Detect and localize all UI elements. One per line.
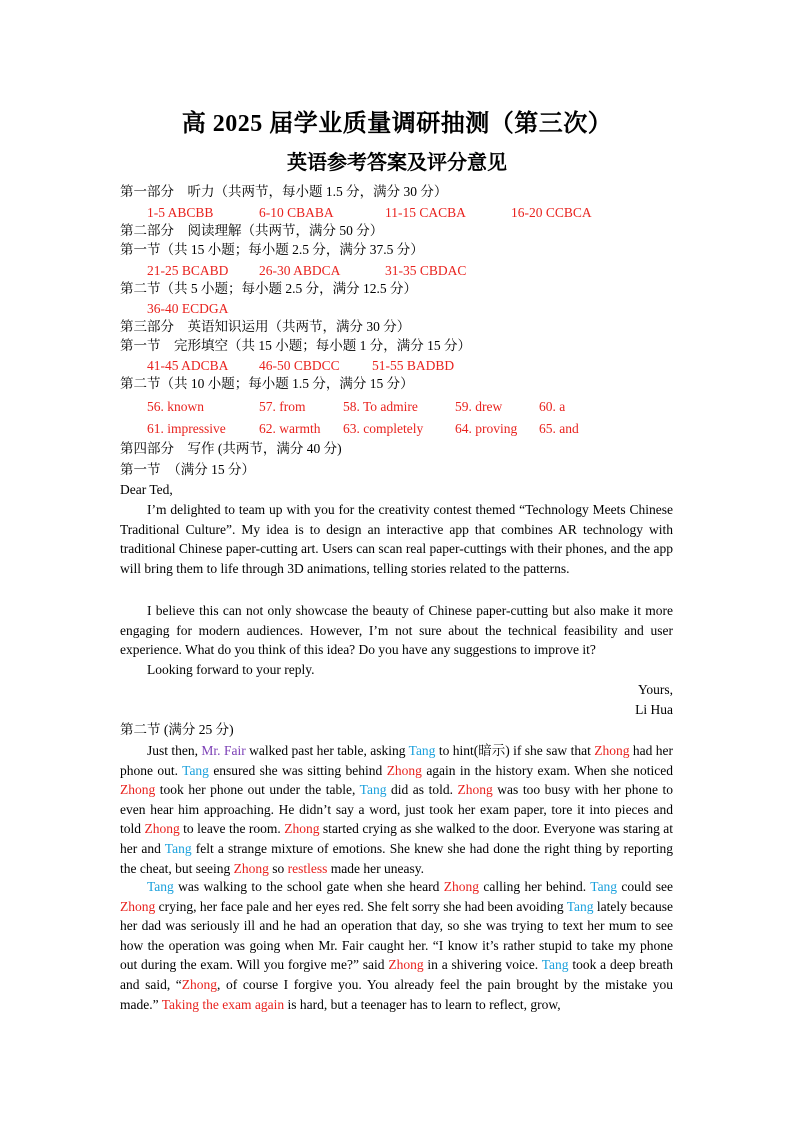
blank-answer: 60. a: [539, 399, 566, 414]
story-text: Just then,: [147, 743, 202, 758]
highlight-red: Zhong: [233, 860, 269, 876]
answer-group: 41-45 ADCBA: [147, 358, 229, 373]
highlight-blue: Tang: [164, 840, 192, 856]
highlight-red: Zhong: [594, 743, 630, 758]
letter-closing: Yours,: [637, 682, 673, 697]
story-text: took her phone out under the table,: [155, 782, 360, 798]
page-subtitle: 英语参考答案及评分意见: [287, 152, 507, 174]
highlight-blue: Tang: [590, 879, 618, 894]
part4-sec1-heading: 第一节 （满分 15 分）: [120, 462, 255, 477]
highlight-blue: Tang: [408, 743, 436, 758]
answer-group: 31-35 CBDAC: [385, 263, 467, 278]
story-text: ensured she was sitting behind: [208, 762, 387, 778]
story-text: was walking to the school gate when she heard: [173, 879, 444, 894]
highlight-red: Zhong: [386, 762, 422, 778]
highlight-red: Zhong: [388, 957, 424, 973]
part1-heading: 第一部分 听力（共两节，每小题 1.5 分，满分 30 分）: [120, 184, 448, 199]
story-text: to leave the room.: [179, 821, 285, 837]
blank-answer: 65. and: [539, 421, 579, 436]
story-text: calling her behind.: [479, 879, 591, 894]
story-text: felt a strange mixture of emotions. She knew she had done the right thing by reporting the cheat, but seeing: [120, 840, 673, 876]
answer-group: 51-55 BADBD: [372, 358, 455, 373]
story-text: crying, her face pale and her eyes red. She felt sorry she had been avoiding: [155, 898, 567, 914]
letter-paragraph: I believe this can not only showcase the beauty of Chinese paper-cutting but also make it more engaging for modern audiences. However, I’m not sure about the technical feasibility and user experience. What do you think of this idea? Do you have any suggestions to improve it?: [120, 603, 673, 658]
part4-heading: 第四部分 写作 (共两节，满分 40 分): [120, 441, 342, 456]
story-text: in a shivering voice.: [423, 957, 542, 973]
story-text: , of course I forgive you. You already feel the pain brought by the mistake you made.”: [120, 976, 673, 1012]
blank-answer: 57. from: [259, 399, 306, 414]
answer-group: 1-5 ABCBB: [147, 205, 214, 220]
highlight-red: Zhong: [144, 821, 180, 837]
answer-group: 46-50 CBDCC: [259, 358, 340, 373]
answer-group: 11-15 CACBA: [385, 205, 466, 220]
highlight-red: Zhong: [443, 879, 479, 894]
highlight-red: Zhong: [181, 976, 218, 992]
highlight-red: restless: [287, 860, 328, 876]
answer-group: 36-40 ECDGA: [147, 301, 229, 316]
story-paragraph: [120, 877, 673, 1014]
story-text: did as told.: [386, 782, 458, 798]
story-text: made her uneasy.: [327, 860, 424, 876]
highlight-red: Zhong: [457, 782, 493, 798]
part2-heading: 第二部分 阅读理解（共两节，满分 50 分）: [120, 223, 384, 238]
highlight-blue: Tang: [541, 957, 569, 973]
highlight-blue: Tang: [147, 879, 174, 894]
highlight-red: Taking the exam again: [161, 996, 285, 1012]
blank-answer: 62. warmth: [259, 421, 321, 436]
blank-answer: 63. completely: [343, 421, 424, 436]
part3-sec2-heading: 第二节（共 10 小题；每小题 1.5 分，满分 15 分）: [120, 376, 414, 391]
blank-answer: 64. proving: [455, 421, 518, 436]
story-text: is hard, but a teenager has to learn to reflect, grow,: [284, 996, 561, 1012]
highlight-red: Zhong: [284, 821, 320, 837]
part3-sec1-heading: 第一节 完形填空（共 15 小题；每小题 1 分，满分 15 分）: [120, 338, 471, 353]
answer-group: 16-20 CCBCA: [511, 205, 592, 220]
blank-answer: 58. To admire: [343, 399, 418, 414]
story-text: could see: [617, 879, 673, 894]
story-text: lately because her dad was seriously ill and he had an operation that day, so she was trying to text her mum to see how the operation was going when Mr. Fair caught her. “I know it’s rather stupid to take my phone out during the exam. Will you forgive me?” said: [120, 898, 673, 973]
highlight-red: Zhong: [120, 782, 156, 798]
letter-paragraph: I’m delighted to team up with you for the creativity contest themed “Technology Meets Chinese Traditional Culture”. My idea is to design an interactive app that combines AR technology with traditional Chinese paper-cutting art. Users can scan real paper-cuttings with their phones, and the app will bring them to life through 3D animations, telling stories related to the patterns.: [120, 502, 673, 576]
highlight-purple: Mr. Fair: [201, 743, 246, 758]
story-text: to hint(暗示) if she saw that: [435, 743, 595, 758]
answer-group: 21-25 BCABD: [147, 263, 229, 278]
story-text: started crying as she walked to the door. Everyone was staring at her and: [120, 821, 673, 856]
story-text: was too busy with her phone to even hear him approaching. He didn’t say a word, just took her exam paper, tore it into pieces and told: [120, 782, 674, 837]
blank-answer: 56. known: [147, 399, 204, 414]
story-text: so: [268, 860, 288, 876]
highlight-blue: Tang: [566, 898, 594, 914]
story-text: had her phone out.: [120, 743, 673, 778]
story-paragraph: [120, 741, 673, 878]
letter-signature: Li Hua: [635, 702, 673, 717]
letter-paragraph: Looking forward to your reply.: [147, 662, 315, 677]
blank-answer: 59. drew: [455, 399, 503, 414]
answer-group: 26-30 ABDCA: [259, 263, 341, 278]
part2-sec1-heading: 第一节（共 15 小题；每小题 2.5 分，满分 37.5 分）: [120, 242, 424, 257]
letter-greeting: Dear Ted,: [120, 482, 173, 497]
page-title: 高 2025 届学业质量调研抽测（第三次）: [181, 111, 613, 137]
highlight-blue: Tang: [182, 762, 209, 778]
highlight-red: Zhong: [120, 898, 156, 914]
part3-heading: 第三部分 英语知识运用（共两节，满分 30 分）: [120, 319, 411, 334]
answer-group: 6-10 CBABA: [259, 205, 334, 220]
blank-answer: 61. impressive: [147, 421, 226, 436]
story-text: took a deep breath and said, “: [120, 957, 673, 992]
highlight-blue: Tang: [359, 782, 387, 798]
part4-sec2-heading: 第二节 (满分 25 分): [120, 722, 234, 737]
story-text: again in the history exam. When she noticed: [421, 762, 674, 778]
part2-sec2-heading: 第二节（共 5 小题；每小题 2.5 分，满分 12.5 分）: [120, 281, 417, 296]
story-text: walked past her table, asking: [245, 743, 409, 758]
